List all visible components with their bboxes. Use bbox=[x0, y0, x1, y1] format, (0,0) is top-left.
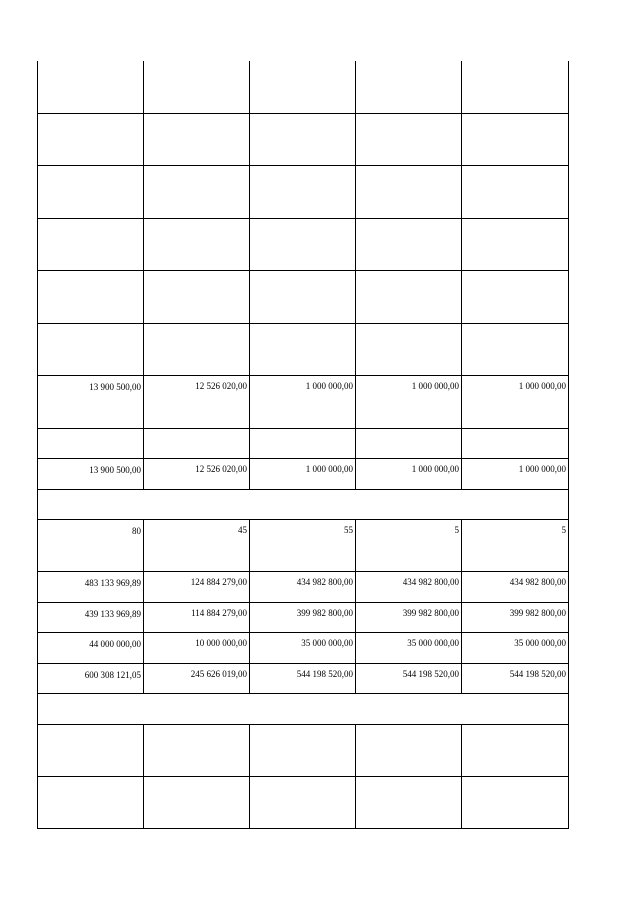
table-cell bbox=[250, 724, 356, 776]
table-cell: 439 133 969,89 bbox=[38, 602, 144, 632]
table-cell: 80 bbox=[38, 519, 144, 571]
table-cell: 399 982 800,00 bbox=[250, 602, 356, 632]
table-cell bbox=[462, 776, 569, 828]
table-row bbox=[38, 571, 569, 602]
table-cell: 434 982 800,00 bbox=[462, 571, 569, 602]
table-cell bbox=[144, 428, 250, 458]
table-cell bbox=[356, 323, 462, 375]
table-cell bbox=[250, 323, 356, 375]
table-cell bbox=[356, 270, 462, 323]
table-row bbox=[38, 323, 569, 375]
table-row bbox=[38, 165, 569, 218]
table-row bbox=[38, 428, 569, 458]
table-cell: 600 308 121,05 bbox=[38, 663, 144, 693]
table-cell bbox=[144, 113, 250, 165]
table-cell bbox=[462, 270, 569, 323]
table-cell bbox=[250, 270, 356, 323]
table-cell bbox=[356, 776, 462, 828]
table-cell bbox=[38, 61, 144, 113]
table-cell: 544 198 520,00 bbox=[462, 663, 569, 693]
table-row bbox=[38, 776, 569, 828]
table-cell bbox=[356, 724, 462, 776]
table-row bbox=[38, 270, 569, 323]
table-cell: 55 bbox=[250, 519, 356, 571]
table-cell bbox=[38, 323, 144, 375]
table-cell: 45 bbox=[144, 519, 250, 571]
table-cell bbox=[144, 61, 250, 113]
table-cell bbox=[250, 61, 356, 113]
table-row bbox=[38, 724, 569, 776]
table-cell bbox=[38, 218, 144, 270]
table-cell bbox=[462, 428, 569, 458]
table-cell bbox=[356, 218, 462, 270]
table-cell bbox=[356, 61, 462, 113]
table-cell: 44 000 000,00 bbox=[38, 632, 144, 663]
table-cell: 245 626 019,00 bbox=[144, 663, 250, 693]
merged-cell bbox=[38, 489, 569, 519]
table-row bbox=[38, 663, 569, 693]
table-cell: 5 bbox=[356, 519, 462, 571]
table-cell bbox=[462, 113, 569, 165]
table-row bbox=[38, 458, 569, 489]
table-row bbox=[38, 632, 569, 663]
table-cell bbox=[144, 776, 250, 828]
table-cell bbox=[462, 724, 569, 776]
table-cell: 1 000 000,00 bbox=[250, 458, 356, 489]
table-cell bbox=[38, 776, 144, 828]
table-cell: 35 000 000,00 bbox=[462, 632, 569, 663]
table-cell: 544 198 520,00 bbox=[250, 663, 356, 693]
table-row bbox=[38, 375, 569, 428]
table-cell: 544 198 520,00 bbox=[356, 663, 462, 693]
table-cell bbox=[462, 165, 569, 218]
table-cell: 483 133 969,89 bbox=[38, 571, 144, 602]
table-cell bbox=[462, 61, 569, 113]
table-cell: 434 982 800,00 bbox=[250, 571, 356, 602]
table-row bbox=[38, 113, 569, 165]
table-cell bbox=[356, 428, 462, 458]
table-cell bbox=[144, 218, 250, 270]
table-cell: 35 000 000,00 bbox=[250, 632, 356, 663]
table-cell bbox=[144, 724, 250, 776]
table-cell: 114 884 279,00 bbox=[144, 602, 250, 632]
table-cell: 399 982 800,00 bbox=[462, 602, 569, 632]
table-cell: 1 000 000,00 bbox=[356, 458, 462, 489]
table-cell: 1 000 000,00 bbox=[462, 375, 569, 428]
table-cell bbox=[38, 724, 144, 776]
table-cell bbox=[250, 218, 356, 270]
table-row bbox=[38, 218, 569, 270]
table-cell bbox=[38, 113, 144, 165]
table-cell bbox=[462, 323, 569, 375]
table-cell bbox=[356, 165, 462, 218]
table-row bbox=[38, 519, 569, 571]
table-row bbox=[38, 61, 569, 113]
merged-cell bbox=[38, 693, 569, 724]
table-cell: 399 982 800,00 bbox=[356, 602, 462, 632]
table-cell bbox=[356, 113, 462, 165]
table-cell: 124 884 279,00 bbox=[144, 571, 250, 602]
section-row bbox=[38, 693, 569, 724]
budget-table bbox=[37, 61, 569, 829]
table-row bbox=[38, 602, 569, 632]
section-row bbox=[38, 489, 569, 519]
table-cell bbox=[250, 165, 356, 218]
table-cell: 13 900 500,00 bbox=[38, 458, 144, 489]
table-cell: 1 000 000,00 bbox=[462, 458, 569, 489]
table-cell bbox=[462, 218, 569, 270]
table-cell bbox=[250, 428, 356, 458]
table-cell bbox=[38, 428, 144, 458]
table-cell bbox=[250, 776, 356, 828]
table-cell: 12 526 020,00 bbox=[144, 375, 250, 428]
table-cell: 1 000 000,00 bbox=[250, 375, 356, 428]
table-cell bbox=[144, 165, 250, 218]
table-cell: 12 526 020,00 bbox=[144, 458, 250, 489]
table-cell bbox=[250, 113, 356, 165]
table-cell: 434 982 800,00 bbox=[356, 571, 462, 602]
table-cell bbox=[144, 323, 250, 375]
table-cell: 1 000 000,00 bbox=[356, 375, 462, 428]
table-cell bbox=[38, 165, 144, 218]
table-cell: 35 000 000,00 bbox=[356, 632, 462, 663]
table-cell bbox=[38, 270, 144, 323]
table-cell: 13 900 500,00 bbox=[38, 375, 144, 428]
table-cell: 10 000 000,00 bbox=[144, 632, 250, 663]
table-cell bbox=[144, 270, 250, 323]
table-cell: 5 bbox=[462, 519, 569, 571]
